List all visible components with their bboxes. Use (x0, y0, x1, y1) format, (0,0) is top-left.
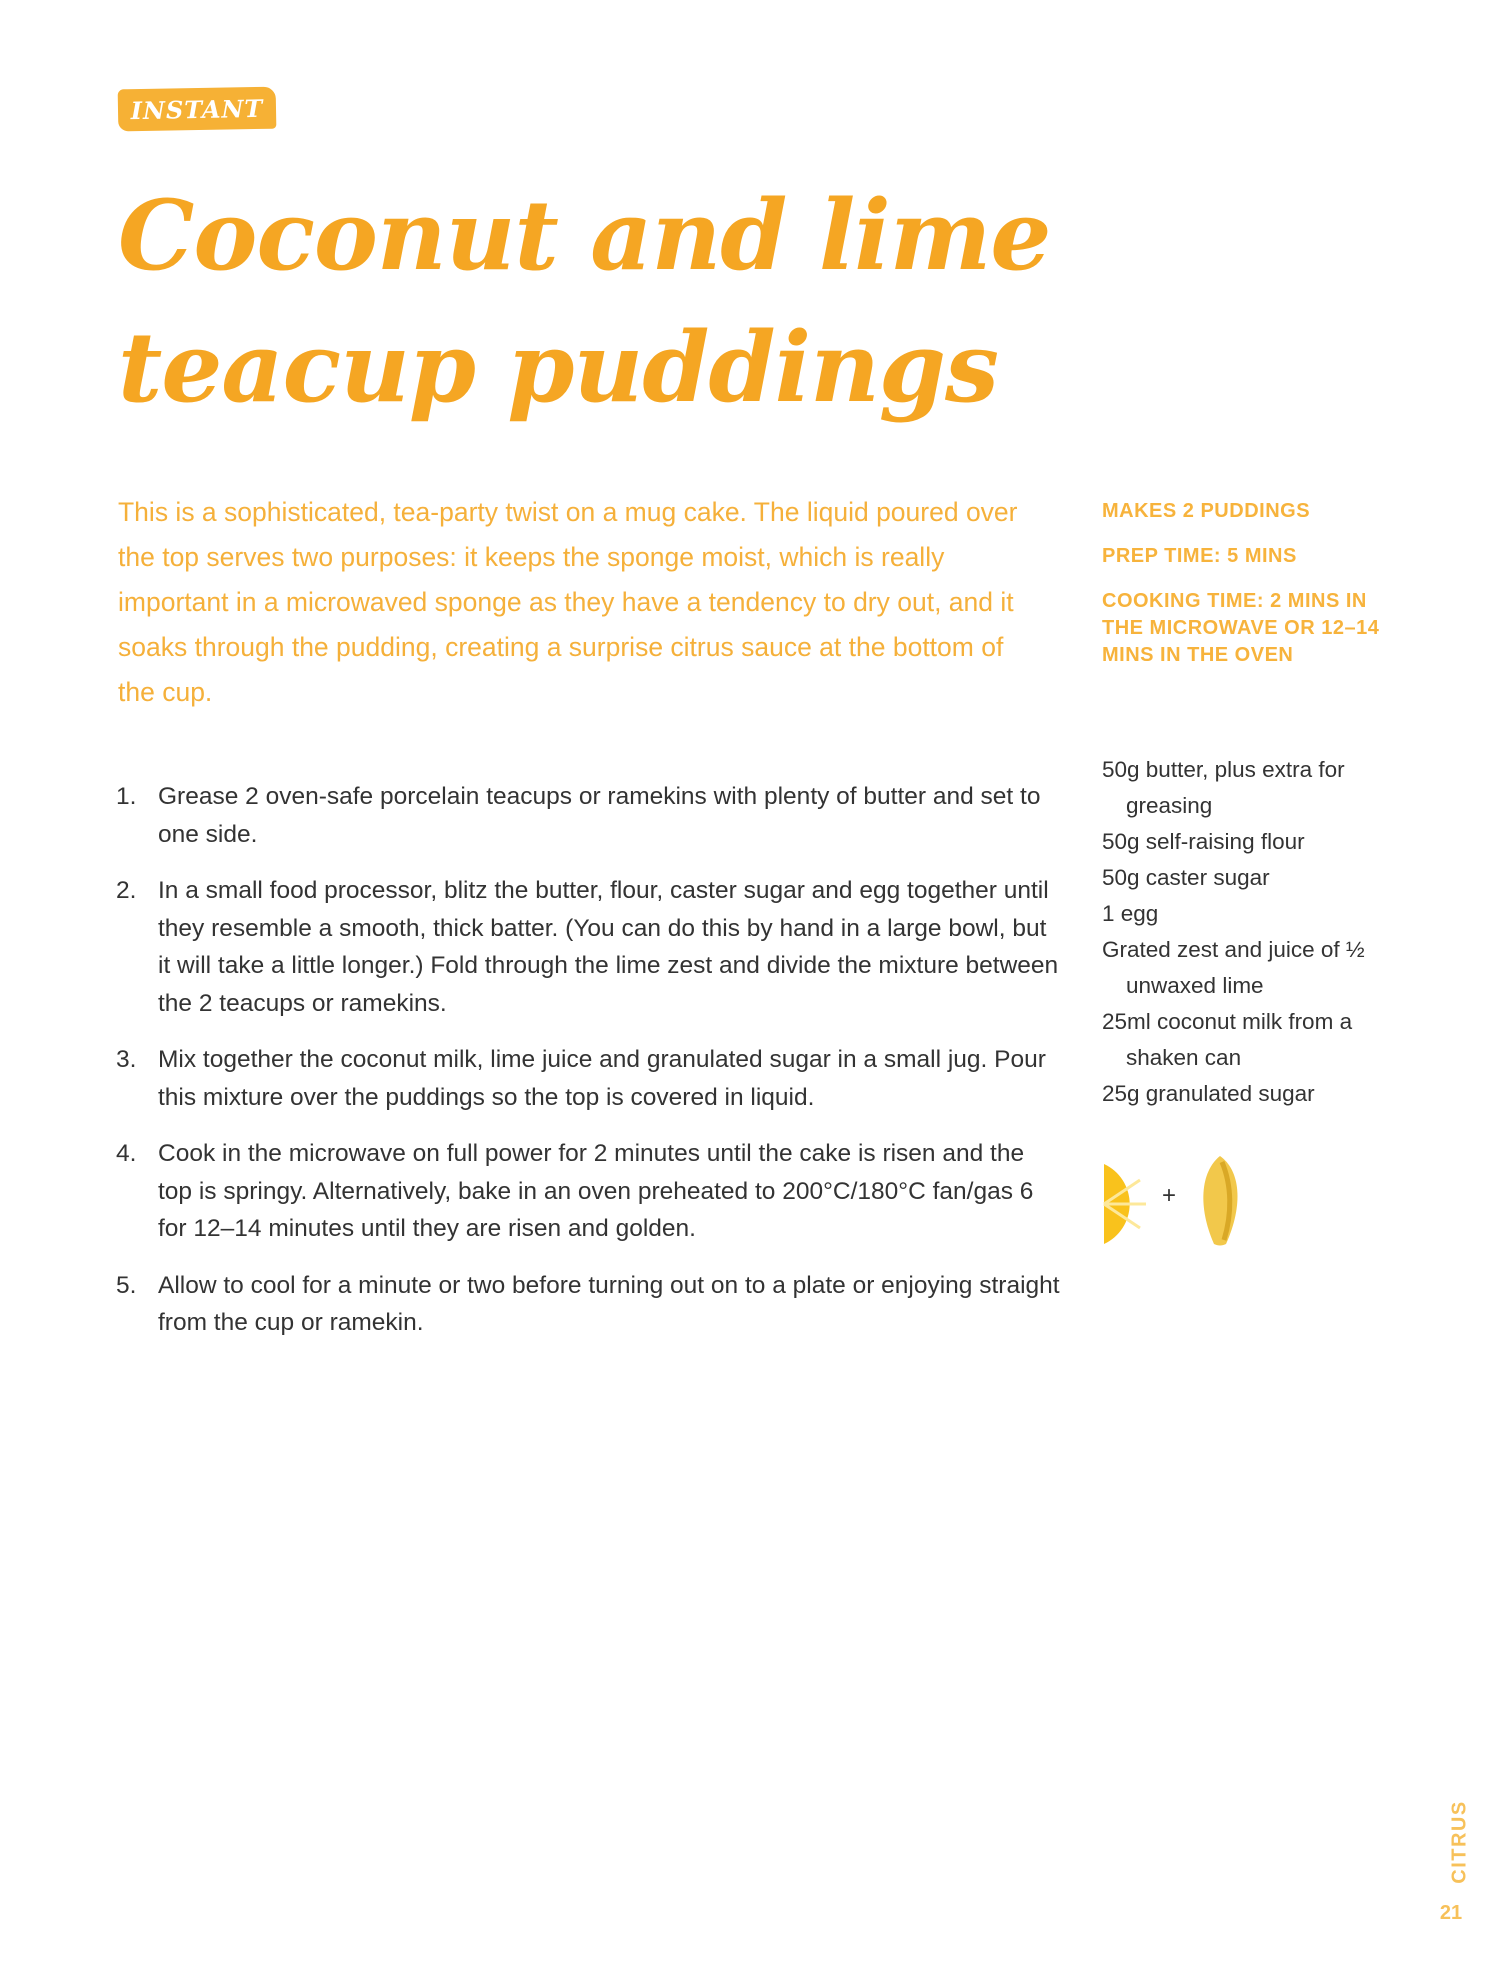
flavour-icons (1100, 1152, 1250, 1252)
step-number: 2. (116, 877, 137, 904)
ingredient-item: 25g granulated sugar (1102, 1081, 1315, 1106)
servings-info: MAKES 2 PUDDINGS (1102, 500, 1311, 522)
cooking-time: COOKING TIME: 2 MINS IN THE MICROWAVE OR 12–14 MINS IN THE OVEN (1102, 590, 1380, 666)
recipe-title-line-1: Coconut and lime (118, 179, 1051, 292)
section-label-text: CITRUS (1448, 1800, 1471, 1884)
page-number: 21 (1439, 1902, 1463, 1924)
step-number: 5. (116, 1271, 137, 1299)
step-text: Allow to cool for a minute or two before turning out on to a plate or enjoying straight from the cup or ramekin. (158, 1271, 1060, 1336)
method-step (112, 872, 1062, 1022)
step-text: Mix together the coconut milk, lime juice and granulated sugar in a small jug. Pour this mixture over the puddings so the top is covered in liquid. (158, 1046, 1046, 1111)
ingredients-list (1102, 752, 1402, 1112)
recipe-intro: This is a sophisticated, tea-party twist on a mug cake. The liquid poured over the top serves two purposes: it keeps the sponge moist, which is really important in a microwaved sponge as they have a tendency to dry out, and it soaks through the pudding, creating a surprise citrus sauce at the bottom of the cup. (118, 497, 1018, 707)
recipe-meta (1102, 498, 1402, 687)
step-number: 4. (116, 1140, 137, 1167)
method-step (112, 778, 1062, 853)
ingredient-item: 50g self-raising flour (1102, 829, 1305, 854)
method-step (112, 1041, 1062, 1116)
step-number: 3. (116, 1046, 137, 1073)
plus-sign: + (1162, 1182, 1177, 1209)
ingredient-item: 50g caster sugar (1102, 865, 1270, 890)
step-number: 1. (116, 783, 137, 810)
coconut-seed-icon (1192, 1152, 1248, 1248)
section-label (1430, 1792, 1490, 1892)
ingredient-item: 1 egg (1102, 901, 1159, 926)
ingredient-item: 50g butter, plus extra for greasing (1102, 757, 1345, 818)
lemon-slice-icon (1100, 1160, 1152, 1250)
category-badge (118, 87, 277, 132)
step-text: Cook in the microwave on full power for 2 minutes until the cake is risen and the top is springy. Alternatively, bake in an oven preheated to 200°C/180°C fan/gas 6 for 12–14 minutes until they are risen and golden. (158, 1140, 1034, 1242)
recipe-title-line-2: teacup puddings (118, 311, 999, 424)
step-text: Grease 2 oven-safe porcelain teacups or ramekins with plenty of butter and set to one side. (158, 783, 1041, 848)
category-badge-label: INSTANT (130, 93, 264, 125)
recipe-title (118, 170, 1051, 434)
ingredient-item: 25ml coconut milk from a shaken can (1102, 1009, 1353, 1070)
method-steps (112, 778, 1062, 1361)
step-text: In a small food processor, blitz the butter, flour, caster sugar and egg together until they resemble a smooth, thick batter. (You can do this by hand in a large bowl, but it will take a little longer.) Fold through the lime zest and divide the mixture between the 2 teacups or ramekins. (158, 877, 1059, 1017)
method-step (112, 1267, 1062, 1342)
ingredient-item: Grated zest and juice of ½ unwaxed lime (1102, 937, 1365, 998)
prep-time: PREP TIME: 5 MINS (1102, 545, 1297, 567)
method-step (112, 1135, 1062, 1248)
